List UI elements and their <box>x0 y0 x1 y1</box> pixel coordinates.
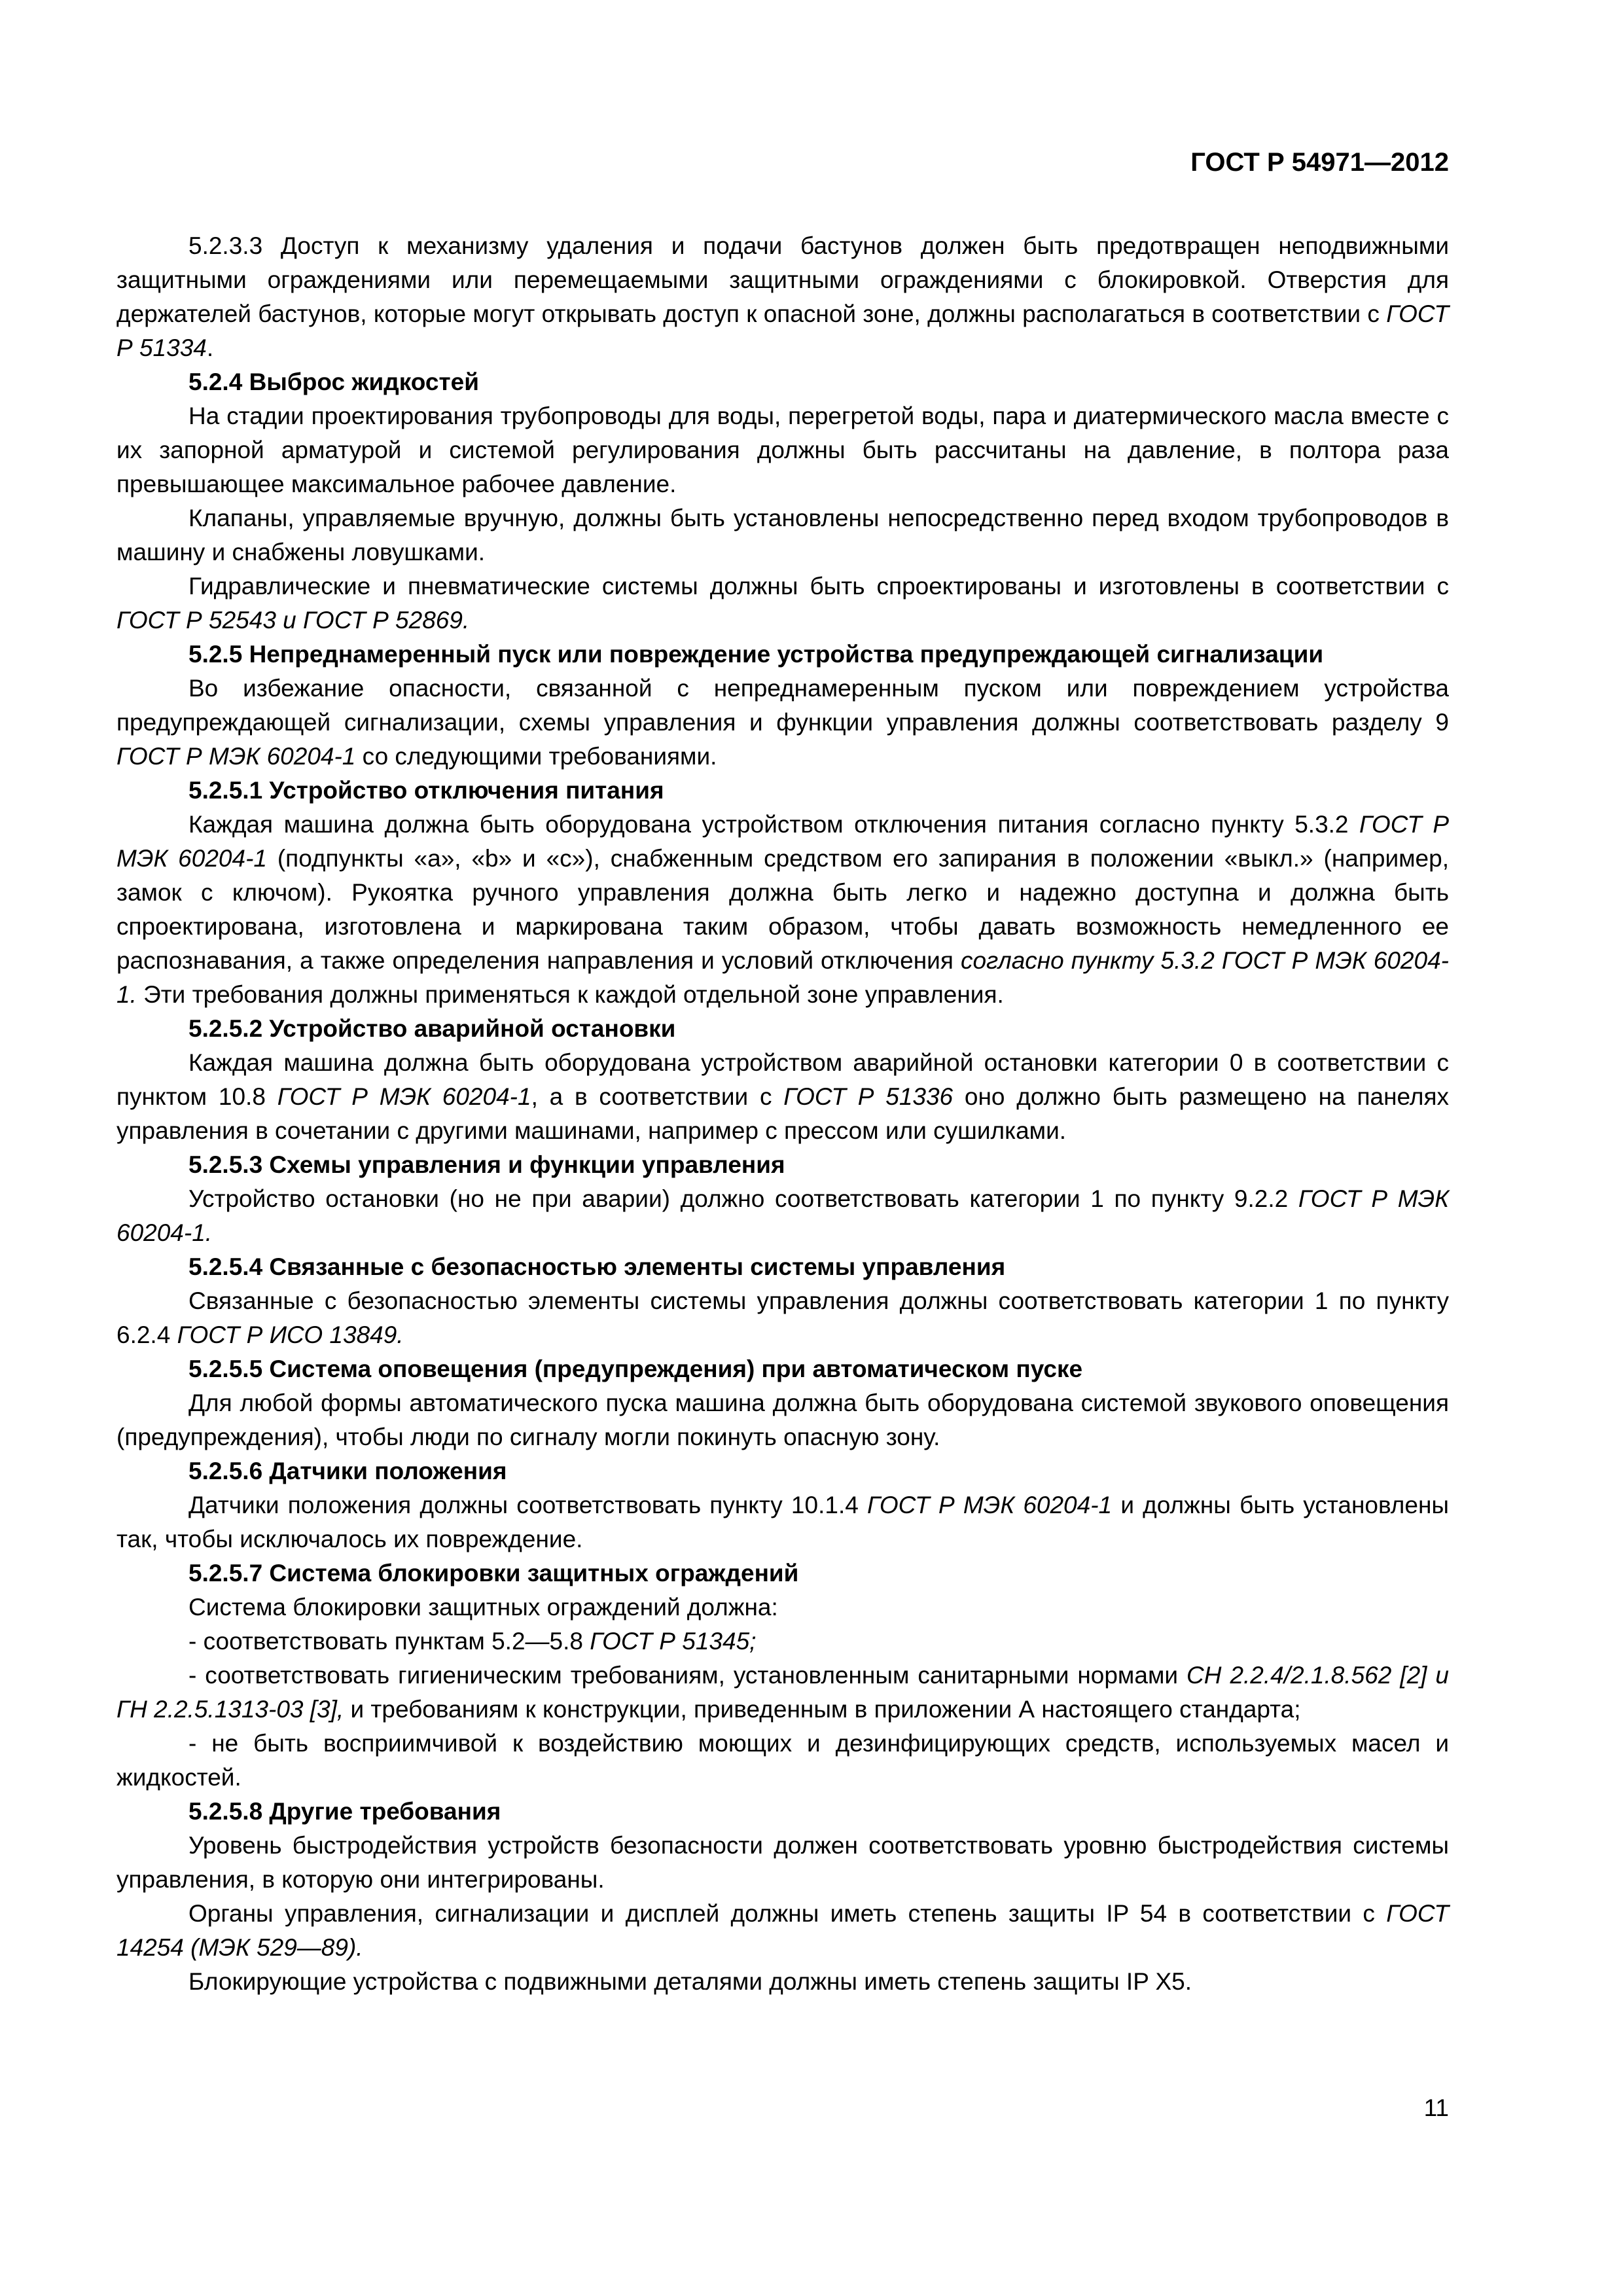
text-run: Связанные с безопасностью элементы системы управления должны соответствовать категории 1 по пункту 6.2.4 <box>116 1287 1449 1348</box>
standard-reference: СН 2.2.4/2.1.8.562 [2] и ГН 2.2.5.1313-03 [3], <box>116 1662 1449 1723</box>
standard-reference: ГОСТ Р МЭК 60204-1 <box>116 811 1449 872</box>
standard-reference: ГОСТ Р МЭК 60204-1 <box>867 1492 1113 1518</box>
section-heading: 5.2.5.3 Схемы управления и функции управления <box>188 1151 785 1178</box>
paragraph <box>116 1182 1449 1250</box>
paragraph <box>116 501 1449 569</box>
paragraph <box>116 1659 1449 1727</box>
text-run: и требованиям к конструкции, приведенным в приложении А настоящего стандарта; <box>344 1696 1301 1723</box>
standard-reference: согласно пункту 5.3.2 ГОСТ Р МЭК 60204-1. <box>116 947 1449 1008</box>
paragraph <box>116 1727 1449 1795</box>
text-run: . <box>206 334 214 361</box>
text-run: На стадии проектирования трубопроводы для воды, перегретой воды, пара и диатермического масла вместе с их запорной арматурой и системой регулирования должны быть рассчитаны на давление, в полтора раза превышающее максимальное рабочее давление. <box>116 403 1449 497</box>
paragraph <box>116 399 1449 501</box>
text-run: оно должно быть размещено на панелях управления в сочетании с другими машинами, например с прессом или сушилками. <box>116 1083 1449 1144</box>
section-heading: 5.2.5.6 Датчики положения <box>188 1458 507 1484</box>
section-heading: 5.2.5.4 Связанные с безопасностью элементы системы управления <box>188 1253 1006 1280</box>
text-run: со следующими требованиями. <box>355 743 717 770</box>
standard-reference: ГОСТ Р 51334 <box>116 300 1449 361</box>
document-body <box>116 229 1449 1999</box>
standard-reference: ГОСТ Р МЭК 60204-1. <box>116 1185 1450 1246</box>
paragraph <box>116 808 1449 1012</box>
section-heading: 5.2.5.7 Система блокировки защитных ограждений <box>188 1560 799 1587</box>
standard-reference: ГОСТ Р МЭК 60204-1 <box>277 1083 531 1110</box>
text-run: Система блокировки защитных ограждений должна: <box>188 1594 778 1621</box>
standard-reference: ГОСТ Р МЭК 60204-1 <box>116 743 356 770</box>
standard-reference: ГОСТ Р 51345; <box>590 1628 757 1655</box>
page-number: 11 <box>1423 2094 1449 2121</box>
section-heading: 5.2.5.2 Устройство аварийной остановки <box>188 1015 676 1042</box>
text-run: - соответствовать гигиеническим требованиям, установленным санитарными нормами <box>188 1662 1187 1689</box>
paragraph <box>116 569 1449 637</box>
text-run: Каждая машина должна быть оборудована устройством аварийной остановки категории 0 в соответствии с пунктом 10.8 <box>116 1049 1449 1110</box>
text-run: Клапаны, управляемые вручную, должны быть установлены непосредственно перед входом трубопроводов в машину и снабжены ловушками. <box>116 505 1449 565</box>
section-heading: 5.2.5 Непреднамеренный пуск или повреждение устройства предупреждающей сигнализации <box>188 641 1324 668</box>
paragraph <box>116 229 1449 365</box>
section-heading: 5.2.4 Выброс жидкостей <box>188 368 479 395</box>
paragraph <box>116 1590 1449 1624</box>
text-run: Устройство остановки (но не при аварии) должно соответствовать категории 1 по пункту 9.2.2 <box>188 1185 1298 1212</box>
text-run: Гидравлические и пневматические системы должны быть спроектированы и изготовлены в соответствии с <box>188 573 1449 600</box>
paragraph <box>116 1386 1449 1454</box>
text-run: Органы управления, сигнализации и дисплей должны иметь степень защиты IP 54 в соответствии с <box>188 1900 1387 1927</box>
text-run: Эти требования должны применяться к каждой отдельной зоне управления. <box>136 981 1004 1008</box>
text-run: - соответствовать пунктам 5.2—5.8 <box>188 1628 590 1655</box>
paragraph <box>116 1965 1449 1999</box>
text-run: Уровень быстродействия устройств безопасности должен соответствовать уровню быстродействия системы управления, в которую они интегрированы. <box>116 1832 1449 1893</box>
standard-reference: ГОСТ Р 51336 <box>783 1083 954 1110</box>
standard-reference: ГОСТ 14254 (МЭК 529—89). <box>116 1900 1449 1961</box>
standard-reference: ГОСТ Р 52543 и ГОСТ Р 52869. <box>116 607 470 634</box>
paragraph <box>116 1829 1449 1897</box>
text-run: Для любой формы автоматического пуска машина должна быть оборудована системой звукового оповещения (предупреждения), чтобы люди по сигналу могли покинуть опасную зону. <box>116 1390 1449 1450</box>
text-run: Датчики положения должны соответствовать пункту 10.1.4 <box>188 1492 867 1518</box>
section-heading: 5.2.5.8 Другие требования <box>188 1798 501 1825</box>
paragraph <box>116 1624 1449 1659</box>
text-run: 5.2.3.3 Доступ к механизму удаления и подачи бастунов должен быть предотвращен неподвижными защитными ограждениями или перемещаемыми защитными ограждениями с блокировкой. Отверстия для держателей бастунов, которые могут открывать доступ к опасной зоне, должны располагаться в соответствии с <box>116 232 1449 327</box>
text-run: - не быть восприимчивой к воздействию моющих и дезинфицирующих средств, используемых масел и жидкостей. <box>116 1730 1449 1791</box>
paragraph <box>116 1488 1449 1556</box>
text-run: (подпункты «a», «b» и «c»), снабженным средством его запирания в положении «выкл.» (например, замок с ключом). Рукоятка ручного управления должна быть легко и надежно доступна и должна быть спроектирована, изготовлена и маркирована таким образом, чтобы давать возможность немедленного ее распознавания, а также определения направления и условий отключения <box>116 845 1449 974</box>
standard-reference: ГОСТ Р ИСО 13849. <box>177 1321 404 1348</box>
text-run: Каждая машина должна быть оборудована устройством отключения питания согласно пункту 5.3.2 <box>188 811 1360 838</box>
section-heading: 5.2.5.1 Устройство отключения питания <box>188 777 664 804</box>
document-id-header: ГОСТ Р 54971—2012 <box>1190 148 1449 177</box>
section-heading: 5.2.5.5 Система оповещения (предупреждения) при автоматическом пуске <box>188 1355 1083 1382</box>
paragraph <box>116 1046 1449 1148</box>
paragraph <box>116 1897 1449 1965</box>
paragraph <box>116 672 1449 774</box>
text-run: , а в соответствии с <box>531 1083 784 1110</box>
text-run: Блокирующие устройства с подвижными деталями должны иметь степень защиты IP X5. <box>188 1968 1192 1995</box>
paragraph <box>116 1284 1449 1352</box>
text-run: и должны быть установлены так, чтобы исключалось их повреждение. <box>116 1492 1449 1552</box>
text-run: Во избежание опасности, связанной с непреднамеренным пуском или повреждением устройства предупреждающей сигнализации, схемы управления и функции управления должны соответствовать разделу 9 <box>116 675 1449 736</box>
